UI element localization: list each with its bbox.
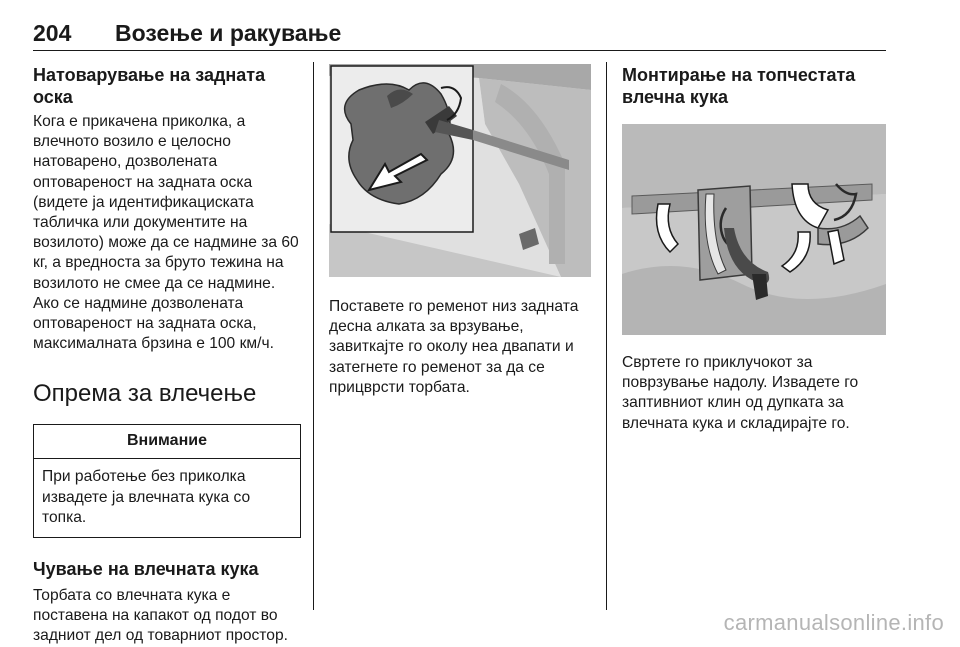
page-number: 204 — [33, 20, 72, 46]
section-heading: Опрема за влечење — [33, 380, 257, 408]
loading-heading: Натоварување на задната оска — [33, 65, 266, 107]
column-left — [33, 64, 301, 647]
loading-paragraph: Кога е прикачена приколка, а влечното возило е целосно натоварено, дозволената оптовареност на задната оска (видете ја идентификациската табличка или документите на возилото) може да се надмине за 60 кг, а вредноста за бруто тежина на возилото не смее да се надмине. Ако се надмине дозволената оптовареност на задната оска, максималната брзина е 100 км/ч. — [33, 113, 299, 353]
page-header — [33, 18, 886, 51]
notice-text: При работење без приколка извадете ја влечната кука со топка. — [42, 468, 251, 526]
strap-instructions: Поставете го ременот низ задната десна алката за врзување, завиткајте го околу неа двапати и затегнете го ременот за да се прицврсти торбата. — [329, 298, 579, 396]
storage-paragraph: Торбата со влечната кука е поставена на капакот од подот во задниот дел од товарниот простор. — [33, 587, 288, 645]
notice-title: Внимание — [34, 425, 300, 459]
column-divider-left — [313, 62, 314, 610]
chapter-title: Возење и ракување — [115, 20, 342, 46]
column-right — [622, 64, 886, 434]
mounting-instructions: Свртете го приклучокот за поврзување надолу. Извадете го заптивниот клин од дупката за влечната кука и складирајте го. — [622, 354, 859, 432]
cargo-bag-illustration — [329, 64, 591, 277]
mounting-heading: Монтирање на топчестата влечна кука — [622, 65, 856, 107]
storage-heading: Чување на влечната кука — [33, 559, 259, 580]
towbar-mounting-illustration — [622, 124, 886, 335]
watermark: carmanualsonline.info — [723, 610, 944, 635]
column-divider-right — [606, 62, 607, 610]
column-middle — [329, 64, 591, 398]
warning-notice — [33, 424, 301, 538]
